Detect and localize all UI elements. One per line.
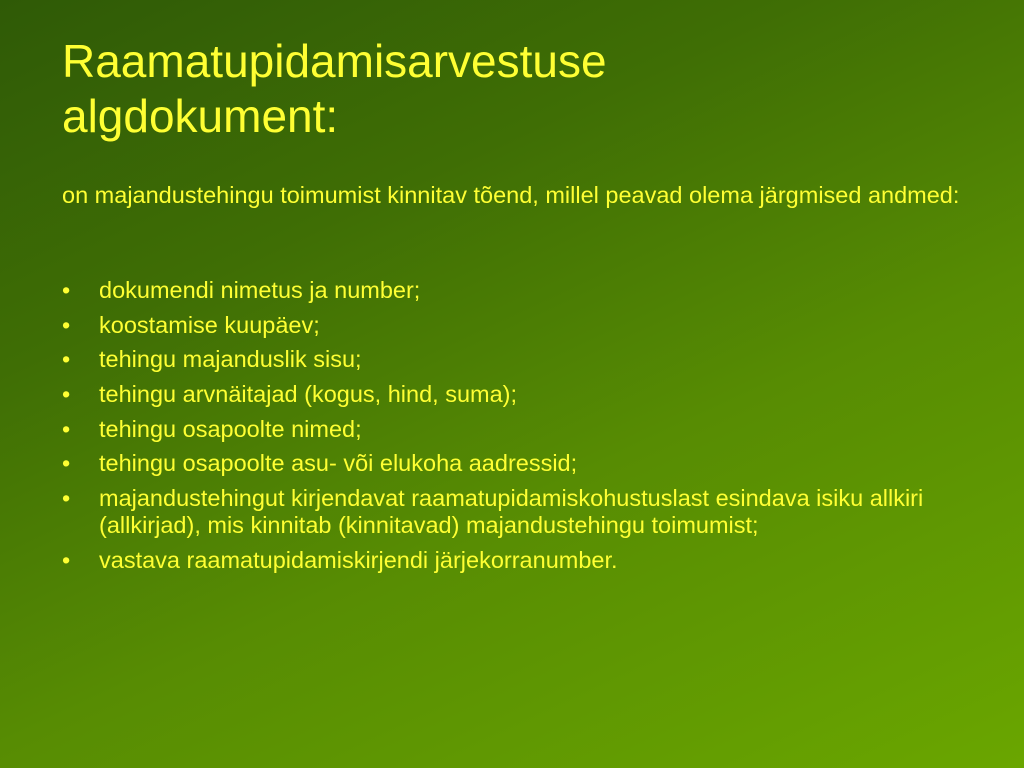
slide-title-line-1: Raamatupidamisarvestuse	[62, 35, 607, 87]
bullet-icon: •	[62, 485, 71, 512]
bullet-text: tehingu majanduslik sisu;	[99, 346, 362, 373]
bullet-icon: •	[62, 381, 71, 408]
slide-title	[62, 34, 982, 144]
bullet-icon: •	[62, 311, 71, 338]
bullet-item	[62, 485, 982, 539]
bullet-icon: •	[62, 346, 71, 373]
bullet-list	[62, 277, 982, 582]
bullet-text: majandustehingut kirjendavat raamatupidamiskohustuslast esindava isiku allkiri (allkirjad), mis kinnitab (kinnitavad) majandustehingu toimumist;	[99, 485, 924, 539]
bullet-item	[62, 312, 982, 339]
bullet-icon: •	[62, 450, 71, 477]
bullet-icon: •	[62, 277, 71, 303]
bullet-text: tehingu osapoolte asu- või elukoha aadressid;	[99, 450, 578, 477]
bullet-item	[62, 277, 982, 304]
bullet-icon: •	[62, 546, 71, 573]
slide-title-line-2: algdokument:	[62, 90, 339, 142]
bullet-item	[62, 346, 982, 373]
bullet-icon: •	[62, 415, 71, 442]
bullet-item	[62, 381, 982, 408]
intro-paragraph: on majandustehingu toimumist kinnitav tõend, millel peavad olema järgmised andmed:	[62, 182, 960, 208]
bullet-item	[62, 547, 982, 574]
bullet-text: tehingu arvnäitajad (kogus, hind, suma);	[99, 381, 518, 408]
bullet-text: vastava raamatupidamiskirjendi järjekorranumber.	[99, 546, 618, 573]
bullet-item	[62, 416, 982, 443]
bullet-item	[62, 450, 982, 477]
bullet-text: tehingu osapoolte nimed;	[99, 415, 362, 442]
bullet-text: koostamise kuupäev;	[99, 311, 320, 338]
bullet-text: dokumendi nimetus ja number;	[99, 277, 421, 303]
